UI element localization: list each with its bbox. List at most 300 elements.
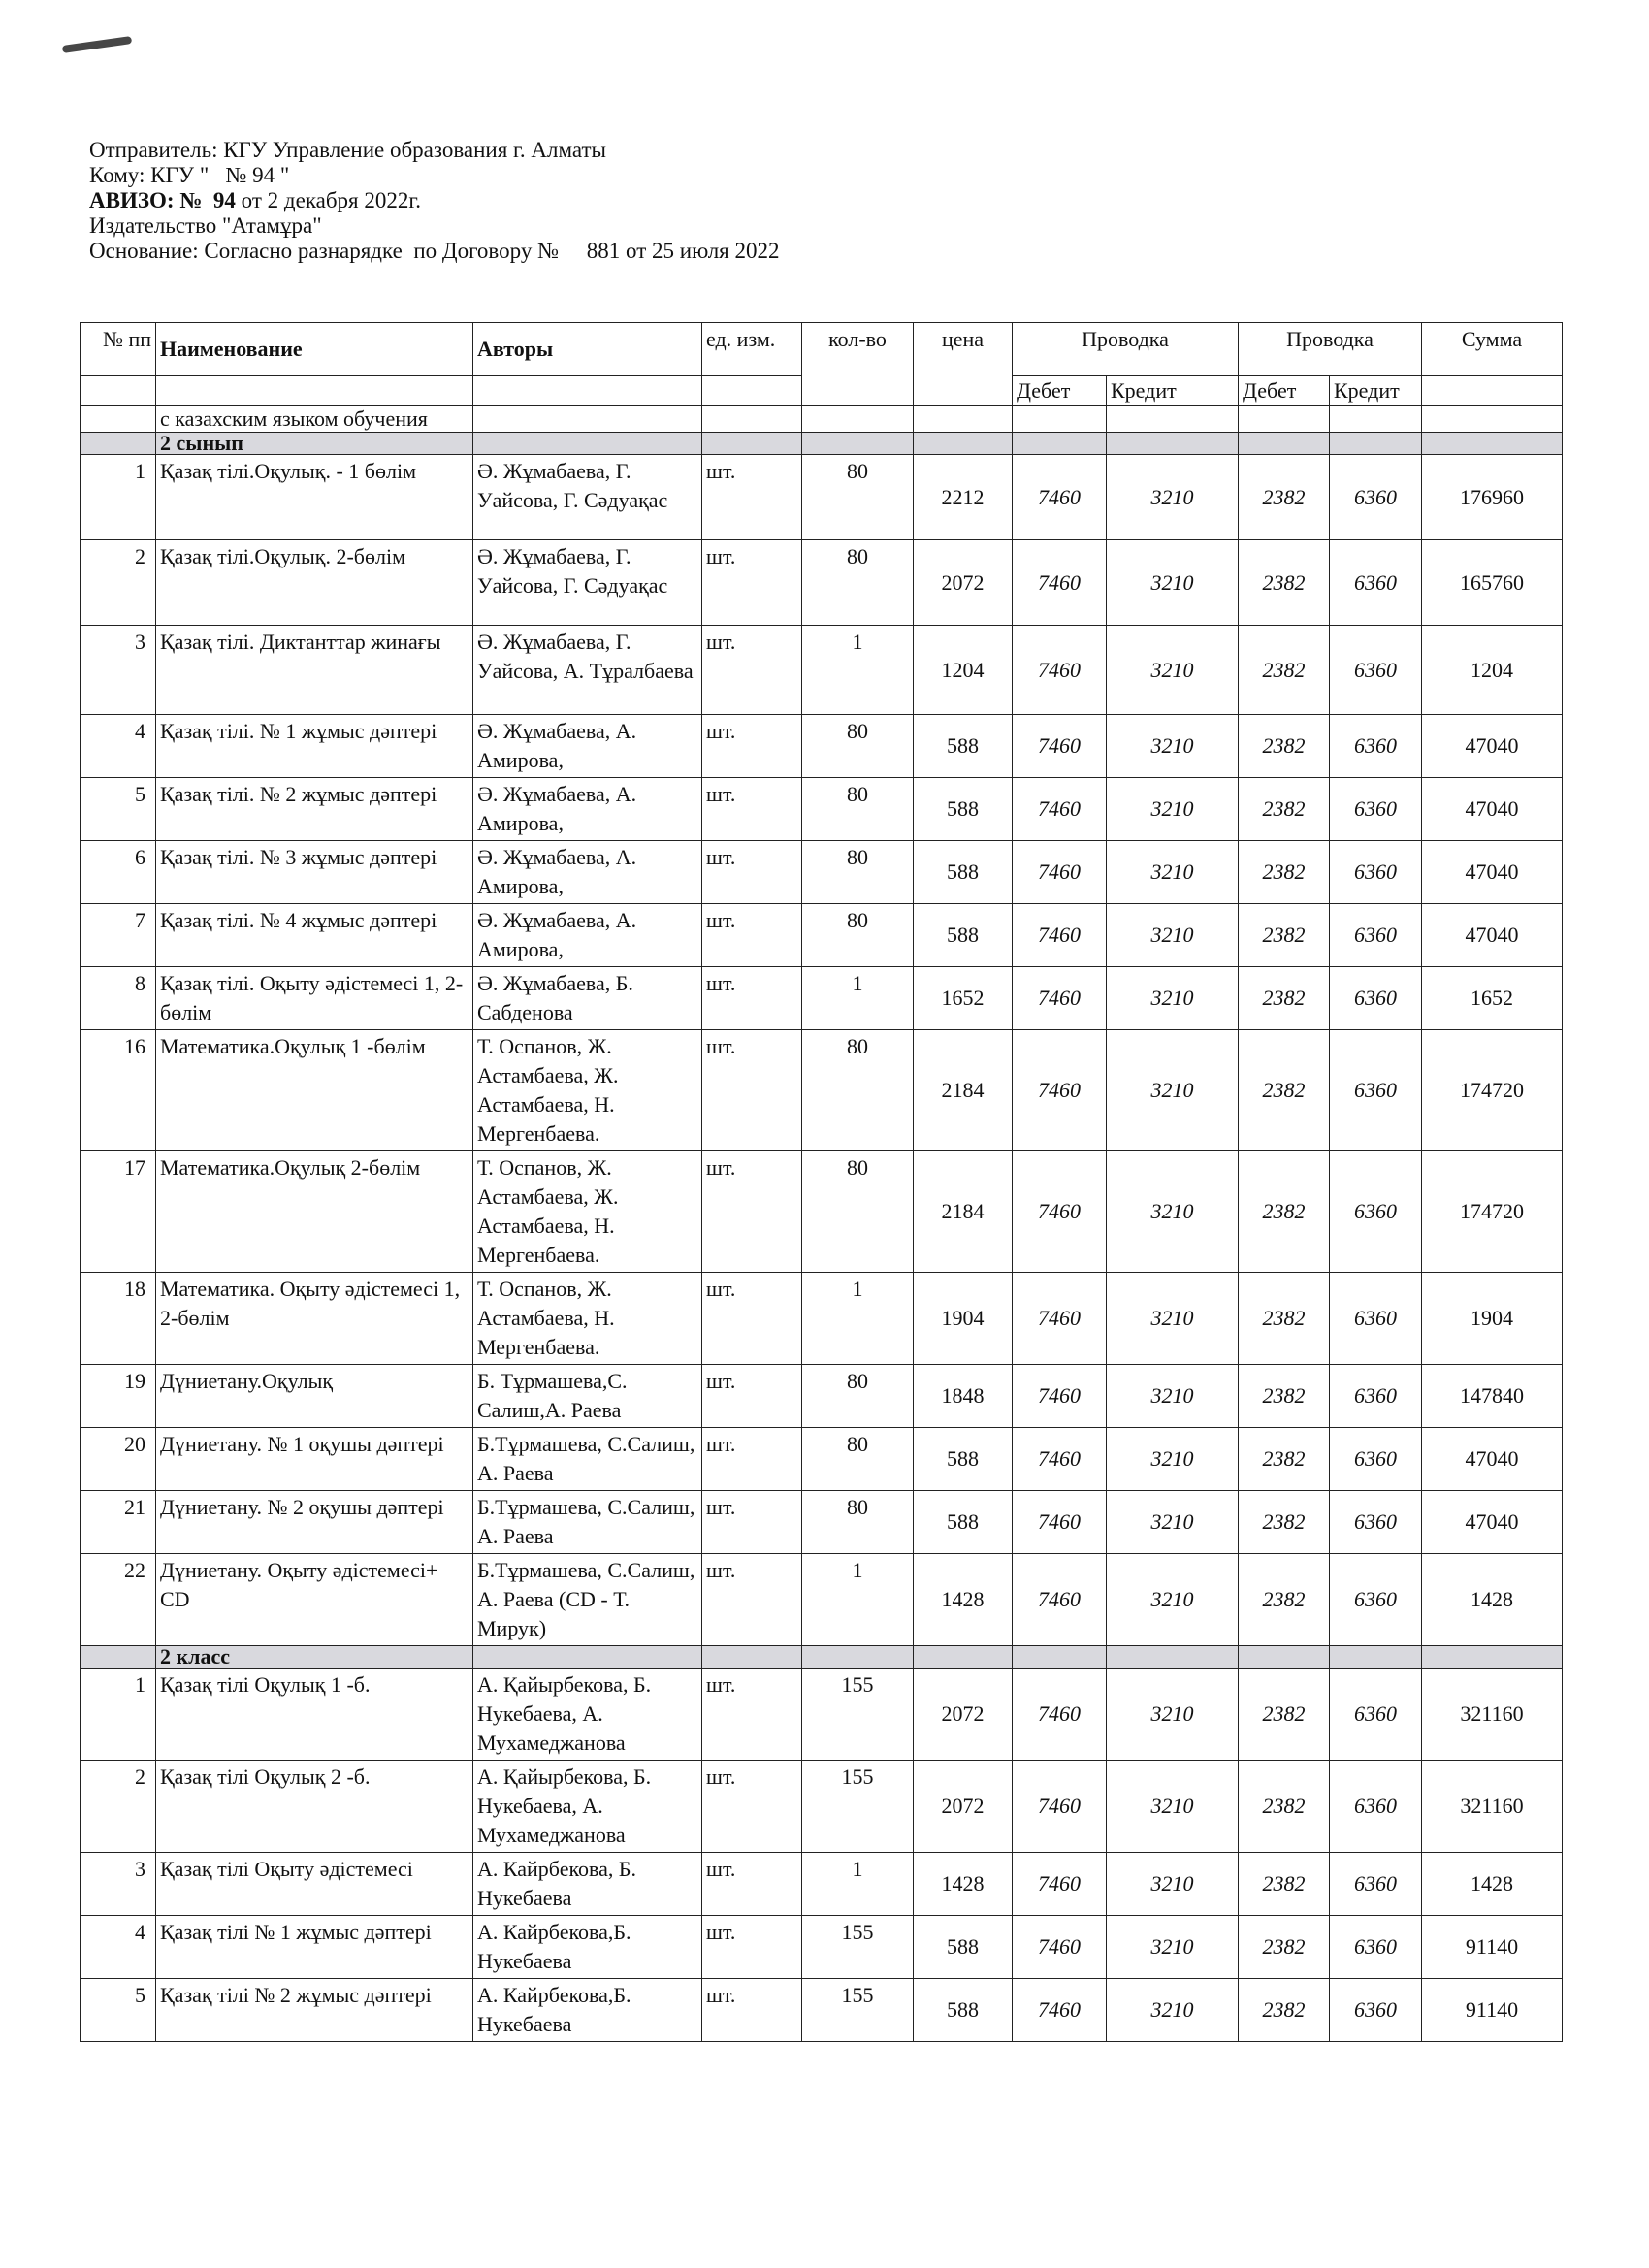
table-row xyxy=(81,1916,1563,1979)
row-authors: Ә. Жұмабаева, Г. Уайсова, А. Тұралбаева xyxy=(473,626,702,715)
table-row xyxy=(81,626,1563,715)
row-price: 1652 xyxy=(914,967,1013,1030)
table-row xyxy=(81,1554,1563,1646)
row-qty: 80 xyxy=(802,455,914,540)
empty-cell xyxy=(473,1646,702,1669)
row-number: 1 xyxy=(81,455,156,540)
row-price: 588 xyxy=(914,778,1013,841)
row-credit1: 3210 xyxy=(1107,455,1239,540)
avizo-date: от 2 декабря 2022г. xyxy=(235,188,421,212)
row-unit: шт. xyxy=(702,1554,802,1646)
row-sum: 47040 xyxy=(1422,1428,1563,1491)
row-authors: Б.Тұрмашева, С.Салиш, А. Раева xyxy=(473,1428,702,1491)
row-debit2: 2382 xyxy=(1239,540,1330,626)
empty-cell xyxy=(702,406,802,433)
row-price: 2072 xyxy=(914,1761,1013,1853)
row-sum: 165760 xyxy=(1422,540,1563,626)
row-price: 588 xyxy=(914,1916,1013,1979)
empty-cell xyxy=(473,433,702,455)
col-num-header: № пп xyxy=(81,323,156,376)
col-posting1-header: Проводка xyxy=(1013,323,1239,376)
empty-cell xyxy=(1107,406,1239,433)
row-credit1: 3210 xyxy=(1107,1273,1239,1365)
row-authors: Т. Оспанов, Ж. Астамбаева, Ж. Астамбаева, Н. Мергенбаева. xyxy=(473,1151,702,1273)
row-unit: шт. xyxy=(702,626,802,715)
col-posting2-header: Проводка xyxy=(1239,323,1422,376)
row-debit1: 7460 xyxy=(1013,1853,1107,1916)
empty-cell xyxy=(702,376,802,406)
row-credit1: 3210 xyxy=(1107,1151,1239,1273)
document-header xyxy=(89,138,780,264)
row-unit: шт. xyxy=(702,1761,802,1853)
row-sum: 47040 xyxy=(1422,1491,1563,1554)
section-title: 2 сынып xyxy=(156,433,473,455)
debit2-header: Дебет xyxy=(1239,376,1330,406)
empty-cell xyxy=(156,376,473,406)
basis-line: Основание: Согласно разнарядке по Договору № 881 от 25 июля 2022 xyxy=(89,239,780,263)
row-price: 2072 xyxy=(914,1669,1013,1761)
row-qty: 80 xyxy=(802,1365,914,1428)
row-credit1: 3210 xyxy=(1107,841,1239,904)
row-qty: 155 xyxy=(802,1979,914,2042)
avizo-table xyxy=(80,322,1563,2042)
row-authors: Ә. Жұмабаева, А. Амирова, xyxy=(473,841,702,904)
row-unit: шт. xyxy=(702,904,802,967)
row-price: 1848 xyxy=(914,1365,1013,1428)
table-row xyxy=(81,540,1563,626)
row-credit2: 6360 xyxy=(1330,455,1422,540)
row-credit2: 6360 xyxy=(1330,1151,1422,1273)
row-price: 588 xyxy=(914,1979,1013,2042)
row-debit2: 2382 xyxy=(1239,1151,1330,1273)
row-number: 20 xyxy=(81,1428,156,1491)
row-price: 588 xyxy=(914,1491,1013,1554)
row-unit: шт. xyxy=(702,1669,802,1761)
row-credit1: 3210 xyxy=(1107,904,1239,967)
recipient-line: Кому: КГУ " № 94 " xyxy=(89,163,290,187)
row-unit: шт. xyxy=(702,1916,802,1979)
row-qty: 80 xyxy=(802,540,914,626)
row-authors: Б.Тұрмашева, С.Салиш, А. Раева xyxy=(473,1491,702,1554)
row-credit1: 3210 xyxy=(1107,1030,1239,1151)
col-sum-header: Сумма xyxy=(1422,323,1563,376)
row-qty: 1 xyxy=(802,1853,914,1916)
row-credit2: 6360 xyxy=(1330,626,1422,715)
table-row xyxy=(81,1491,1563,1554)
row-debit2: 2382 xyxy=(1239,1491,1330,1554)
row-credit2: 6360 xyxy=(1330,1853,1422,1916)
row-credit2: 6360 xyxy=(1330,1979,1422,2042)
row-number: 5 xyxy=(81,778,156,841)
row-name: Қазақ тілі № 1 жұмыс дәптері xyxy=(156,1916,473,1979)
row-credit2: 6360 xyxy=(1330,841,1422,904)
sender-line: Отправитель: КГУ Управление образования г. Алматы xyxy=(89,138,606,162)
empty-cell xyxy=(1422,433,1563,455)
empty-cell xyxy=(1422,1646,1563,1669)
row-credit2: 6360 xyxy=(1330,1669,1422,1761)
row-price: 1428 xyxy=(914,1853,1013,1916)
row-qty: 80 xyxy=(802,841,914,904)
row-name: Қазақ тілі Оқулық 1 -б. xyxy=(156,1669,473,1761)
row-number: 16 xyxy=(81,1030,156,1151)
debit1-header: Дебет xyxy=(1013,376,1107,406)
row-sum: 321160 xyxy=(1422,1761,1563,1853)
row-debit1: 7460 xyxy=(1013,1365,1107,1428)
row-debit2: 2382 xyxy=(1239,715,1330,778)
table-row xyxy=(81,715,1563,778)
row-credit1: 3210 xyxy=(1107,1428,1239,1491)
row-name: Қазақ тілі. Диктанттар жинағы xyxy=(156,626,473,715)
row-debit1: 7460 xyxy=(1013,1428,1107,1491)
row-sum: 174720 xyxy=(1422,1030,1563,1151)
empty-cell xyxy=(914,433,1013,455)
row-credit1: 3210 xyxy=(1107,967,1239,1030)
row-debit1: 7460 xyxy=(1013,1030,1107,1151)
row-debit2: 2382 xyxy=(1239,1669,1330,1761)
row-number: 21 xyxy=(81,1491,156,1554)
table-row xyxy=(81,1030,1563,1151)
row-unit: шт. xyxy=(702,1365,802,1428)
row-debit1: 7460 xyxy=(1013,455,1107,540)
row-number: 2 xyxy=(81,1761,156,1853)
table-row xyxy=(81,778,1563,841)
table-row xyxy=(81,1761,1563,1853)
row-debit2: 2382 xyxy=(1239,1428,1330,1491)
row-number: 7 xyxy=(81,904,156,967)
section-row xyxy=(81,1646,1563,1669)
row-authors: А. Кайрбекова,Б. Нукебаева xyxy=(473,1916,702,1979)
row-debit1: 7460 xyxy=(1013,626,1107,715)
row-qty: 1 xyxy=(802,1273,914,1365)
row-price: 1428 xyxy=(914,1554,1013,1646)
row-credit2: 6360 xyxy=(1330,1491,1422,1554)
empty-cell xyxy=(81,406,156,433)
row-number: 18 xyxy=(81,1273,156,1365)
empty-cell xyxy=(473,376,702,406)
row-sum: 147840 xyxy=(1422,1365,1563,1428)
row-sum: 1652 xyxy=(1422,967,1563,1030)
row-sum: 174720 xyxy=(1422,1151,1563,1273)
row-number: 8 xyxy=(81,967,156,1030)
empty-cell xyxy=(81,1646,156,1669)
row-qty: 155 xyxy=(802,1669,914,1761)
row-debit1: 7460 xyxy=(1013,841,1107,904)
row-sum: 47040 xyxy=(1422,778,1563,841)
row-number: 5 xyxy=(81,1979,156,2042)
row-price: 588 xyxy=(914,715,1013,778)
row-name: Қазақ тілі. Оқыту әдістемесі 1, 2-бөлім xyxy=(156,967,473,1030)
empty-cell xyxy=(1330,406,1422,433)
row-debit1: 7460 xyxy=(1013,715,1107,778)
empty-cell xyxy=(1239,406,1330,433)
row-sum: 321160 xyxy=(1422,1669,1563,1761)
empty-cell xyxy=(914,1646,1013,1669)
row-sum: 91140 xyxy=(1422,1979,1563,2042)
row-number: 3 xyxy=(81,626,156,715)
row-price: 1904 xyxy=(914,1273,1013,1365)
row-unit: шт. xyxy=(702,1273,802,1365)
table-row xyxy=(81,1151,1563,1273)
row-credit2: 6360 xyxy=(1330,715,1422,778)
row-sum: 176960 xyxy=(1422,455,1563,540)
row-number: 6 xyxy=(81,841,156,904)
row-debit2: 2382 xyxy=(1239,1916,1330,1979)
row-debit1: 7460 xyxy=(1013,904,1107,967)
row-credit1: 3210 xyxy=(1107,715,1239,778)
col-authors-header: Авторы xyxy=(473,323,702,376)
row-qty: 80 xyxy=(802,1428,914,1491)
row-debit2: 2382 xyxy=(1239,1554,1330,1646)
row-price: 2212 xyxy=(914,455,1013,540)
table-row xyxy=(81,1273,1563,1365)
row-price: 588 xyxy=(914,841,1013,904)
row-sum: 47040 xyxy=(1422,904,1563,967)
row-name: Қазақ тілі. № 1 жұмыс дәптері xyxy=(156,715,473,778)
row-credit1: 3210 xyxy=(1107,1853,1239,1916)
row-credit2: 6360 xyxy=(1330,1554,1422,1646)
row-debit1: 7460 xyxy=(1013,1669,1107,1761)
row-credit2: 6360 xyxy=(1330,904,1422,967)
table-row xyxy=(81,967,1563,1030)
row-qty: 80 xyxy=(802,1030,914,1151)
row-credit2: 6360 xyxy=(1330,1761,1422,1853)
empty-cell xyxy=(914,406,1013,433)
row-debit1: 7460 xyxy=(1013,1554,1107,1646)
row-credit1: 3210 xyxy=(1107,540,1239,626)
row-unit: шт. xyxy=(702,967,802,1030)
row-authors: А. Кайрбекова, Б. Нукебаева xyxy=(473,1853,702,1916)
row-debit2: 2382 xyxy=(1239,967,1330,1030)
row-debit1: 7460 xyxy=(1013,1491,1107,1554)
row-sum: 1428 xyxy=(1422,1853,1563,1916)
section-row xyxy=(81,433,1563,455)
row-number: 3 xyxy=(81,1853,156,1916)
row-authors: А. Қайырбекова, Б. Нукебаева, А. Мухамеджанова xyxy=(473,1669,702,1761)
header-row xyxy=(81,323,1563,376)
empty-cell xyxy=(1330,1646,1422,1669)
row-qty: 80 xyxy=(802,778,914,841)
row-debit2: 2382 xyxy=(1239,626,1330,715)
col-price-header: цена xyxy=(914,323,1013,406)
row-credit1: 3210 xyxy=(1107,1365,1239,1428)
row-credit1: 3210 xyxy=(1107,1491,1239,1554)
row-debit2: 2382 xyxy=(1239,1030,1330,1151)
row-number: 4 xyxy=(81,715,156,778)
row-number: 22 xyxy=(81,1554,156,1646)
row-debit1: 7460 xyxy=(1013,1273,1107,1365)
credit2-header: Кредит xyxy=(1330,376,1422,406)
row-credit2: 6360 xyxy=(1330,540,1422,626)
row-unit: шт. xyxy=(702,1030,802,1151)
row-unit: шт. xyxy=(702,1979,802,2042)
row-debit1: 7460 xyxy=(1013,967,1107,1030)
table-row xyxy=(81,904,1563,967)
avizo-number: АВИЗО: № 94 xyxy=(89,188,236,212)
row-name: Қазақ тілі.Оқулық. - 1 бөлім xyxy=(156,455,473,540)
empty-cell xyxy=(1422,406,1563,433)
row-price: 2072 xyxy=(914,540,1013,626)
row-sum: 1204 xyxy=(1422,626,1563,715)
row-authors: Т. Оспанов, Ж. Астамбаева, Ж. Астамбаева, Н. Мергенбаева. xyxy=(473,1030,702,1151)
empty-cell xyxy=(1422,376,1563,406)
publisher-line: Издательство "Атамұра" xyxy=(89,213,322,238)
row-authors: Т. Оспанов, Ж. Астамбаева, Н. Мергенбаева. xyxy=(473,1273,702,1365)
empty-cell xyxy=(81,433,156,455)
credit1-header: Кредит xyxy=(1107,376,1239,406)
empty-cell xyxy=(1013,433,1107,455)
section-title: 2 класс xyxy=(156,1646,473,1669)
row-debit1: 7460 xyxy=(1013,1979,1107,2042)
row-debit2: 2382 xyxy=(1239,1853,1330,1916)
row-name: Дүниетану. № 1 оқушы дәптері xyxy=(156,1428,473,1491)
row-name: Қазақ тілі Оқулық 2 -б. xyxy=(156,1761,473,1853)
table-row xyxy=(81,455,1563,540)
row-authors: Ә. Жұмабаева, Б. Сабденова xyxy=(473,967,702,1030)
row-authors: Ә. Жұмабаева, Г. Уайсова, Г. Сәдуақас xyxy=(473,540,702,626)
row-price: 2184 xyxy=(914,1151,1013,1273)
row-sum: 47040 xyxy=(1422,715,1563,778)
row-debit1: 7460 xyxy=(1013,540,1107,626)
row-name: Дүниетану.Оқулық xyxy=(156,1365,473,1428)
row-unit: шт. xyxy=(702,778,802,841)
row-number: 2 xyxy=(81,540,156,626)
row-credit1: 3210 xyxy=(1107,778,1239,841)
row-name: Қазақ тілі № 2 жұмыс дәптері xyxy=(156,1979,473,2042)
row-credit1: 3210 xyxy=(1107,1761,1239,1853)
row-authors: Б.Тұрмашева, С.Салиш, А. Раева (CD - Т. Мирук) xyxy=(473,1554,702,1646)
row-debit2: 2382 xyxy=(1239,1979,1330,2042)
row-authors: Ә. Жұмабаева, А. Амирова, xyxy=(473,715,702,778)
row-credit2: 6360 xyxy=(1330,1428,1422,1491)
empty-cell xyxy=(81,376,156,406)
row-sum: 1428 xyxy=(1422,1554,1563,1646)
empty-cell xyxy=(702,433,802,455)
row-name: Математика.Оқулық 1 -бөлім xyxy=(156,1030,473,1151)
avizo-line xyxy=(89,188,780,213)
col-name-header: Наименование xyxy=(156,323,473,376)
table-row xyxy=(81,1365,1563,1428)
row-name: Қазақ тілі Оқыту әдістемесі xyxy=(156,1853,473,1916)
row-name: Қазақ тілі. № 4 жұмыс дәптері xyxy=(156,904,473,967)
row-unit: шт. xyxy=(702,715,802,778)
row-price: 1204 xyxy=(914,626,1013,715)
empty-cell xyxy=(1239,433,1330,455)
row-price: 2184 xyxy=(914,1030,1013,1151)
row-qty: 80 xyxy=(802,904,914,967)
row-qty: 1 xyxy=(802,626,914,715)
empty-cell xyxy=(702,1646,802,1669)
col-qty-header: кол-во xyxy=(802,323,914,406)
row-name: Қазақ тілі. № 2 жұмыс дәптері xyxy=(156,778,473,841)
table-row xyxy=(81,1669,1563,1761)
row-authors: А. Қайырбекова, Б. Нукебаева, А. Мухамеджанова xyxy=(473,1761,702,1853)
row-credit2: 6360 xyxy=(1330,1365,1422,1428)
row-sum: 47040 xyxy=(1422,841,1563,904)
table-row xyxy=(81,1853,1563,1916)
empty-cell xyxy=(1107,433,1239,455)
row-unit: шт. xyxy=(702,1151,802,1273)
empty-cell xyxy=(1107,1646,1239,1669)
row-debit1: 7460 xyxy=(1013,1761,1107,1853)
row-qty: 80 xyxy=(802,1491,914,1554)
row-debit1: 7460 xyxy=(1013,1151,1107,1273)
table-row xyxy=(81,841,1563,904)
row-name: Математика. Оқыту әдістемесі 1, 2-бөлім xyxy=(156,1273,473,1365)
row-number: 1 xyxy=(81,1669,156,1761)
row-credit1: 3210 xyxy=(1107,1669,1239,1761)
empty-cell xyxy=(1013,406,1107,433)
row-debit2: 2382 xyxy=(1239,778,1330,841)
empty-cell xyxy=(802,433,914,455)
row-qty: 1 xyxy=(802,1554,914,1646)
row-authors: Ә. Жұмабаева, Г. Уайсова, Г. Сәдуақас xyxy=(473,455,702,540)
row-credit1: 3210 xyxy=(1107,1916,1239,1979)
empty-cell xyxy=(1239,1646,1330,1669)
row-unit: шт. xyxy=(702,1491,802,1554)
row-debit2: 2382 xyxy=(1239,1761,1330,1853)
row-number: 4 xyxy=(81,1916,156,1979)
row-debit1: 7460 xyxy=(1013,1916,1107,1979)
language-note-row xyxy=(81,406,1563,433)
row-name: Дүниетану. № 2 оқушы дәптері xyxy=(156,1491,473,1554)
empty-cell xyxy=(473,406,702,433)
row-authors: Ә. Жұмабаева, А. Амирова, xyxy=(473,904,702,967)
row-qty: 155 xyxy=(802,1761,914,1853)
row-credit2: 6360 xyxy=(1330,1916,1422,1979)
row-credit2: 6360 xyxy=(1330,967,1422,1030)
row-debit2: 2382 xyxy=(1239,455,1330,540)
row-unit: шт. xyxy=(702,540,802,626)
row-authors: Ә. Жұмабаева, А. Амирова, xyxy=(473,778,702,841)
row-credit2: 6360 xyxy=(1330,1030,1422,1151)
row-credit1: 3210 xyxy=(1107,1554,1239,1646)
row-price: 588 xyxy=(914,1428,1013,1491)
row-name: Математика.Оқулық 2-бөлім xyxy=(156,1151,473,1273)
row-qty: 80 xyxy=(802,715,914,778)
row-name: Қазақ тілі.Оқулық. 2-бөлім xyxy=(156,540,473,626)
row-credit1: 3210 xyxy=(1107,1979,1239,2042)
row-credit1: 3210 xyxy=(1107,626,1239,715)
row-number: 19 xyxy=(81,1365,156,1428)
row-authors: А. Кайрбекова,Б. Нукебаева xyxy=(473,1979,702,2042)
row-unit: шт. xyxy=(702,455,802,540)
row-debit1: 7460 xyxy=(1013,778,1107,841)
row-unit: шт. xyxy=(702,1428,802,1491)
row-unit: шт. xyxy=(702,841,802,904)
row-debit2: 2382 xyxy=(1239,904,1330,967)
row-debit2: 2382 xyxy=(1239,1273,1330,1365)
row-debit2: 2382 xyxy=(1239,841,1330,904)
row-debit2: 2382 xyxy=(1239,1365,1330,1428)
empty-cell xyxy=(802,406,914,433)
row-authors: Б. Тұрмашева,С. Салиш,А. Раева xyxy=(473,1365,702,1428)
table-row xyxy=(81,1428,1563,1491)
row-number: 17 xyxy=(81,1151,156,1273)
empty-cell xyxy=(802,1646,914,1669)
row-price: 588 xyxy=(914,904,1013,967)
empty-cell xyxy=(1330,433,1422,455)
row-sum: 1904 xyxy=(1422,1273,1563,1365)
row-qty: 155 xyxy=(802,1916,914,1979)
col-unit-header: ед. изм. xyxy=(702,323,802,376)
row-credit2: 6360 xyxy=(1330,778,1422,841)
row-unit: шт. xyxy=(702,1853,802,1916)
language-note: с казахским языком обучения xyxy=(156,406,473,433)
row-sum: 91140 xyxy=(1422,1916,1563,1979)
row-name: Дүниетану. Оқыту әдістемесі+ CD xyxy=(156,1554,473,1646)
empty-cell xyxy=(1013,1646,1107,1669)
row-credit2: 6360 xyxy=(1330,1273,1422,1365)
